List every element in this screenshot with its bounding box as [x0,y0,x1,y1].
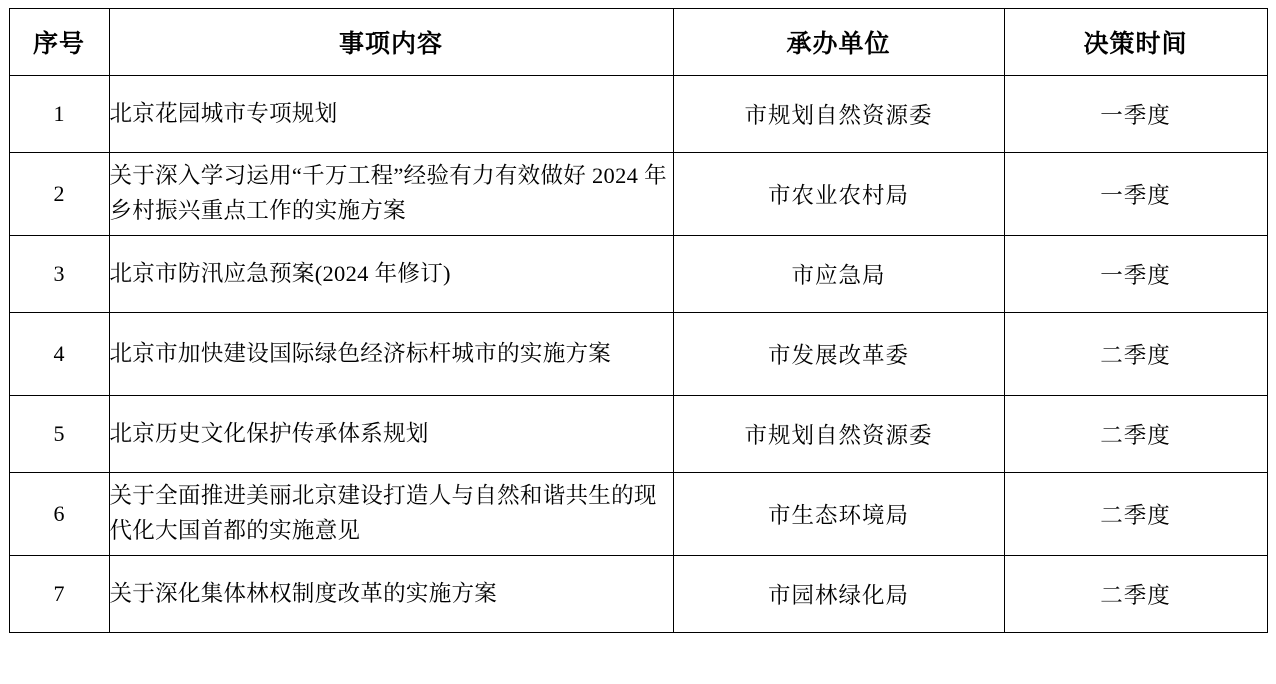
cell-index: 3 [9,236,109,313]
cell-time: 一季度 [1004,153,1267,236]
cell-index: 2 [9,153,109,236]
decision-items-table [9,8,1268,633]
table-header-row [9,9,1267,76]
table-body [9,76,1267,633]
cell-index: 4 [9,313,109,396]
cell-matter: 北京市加快建设国际绿色经济标杆城市的实施方案 [109,313,673,396]
cell-matter: 关于全面推进美丽北京建设打造人与自然和谐共生的现代化大国首都的实施意见 [109,473,673,556]
table-row [9,313,1267,396]
table-header [9,9,1267,76]
table-row [9,236,1267,313]
column-header-unit: 承办单位 [673,9,1004,76]
cell-index: 5 [9,396,109,473]
cell-index: 1 [9,76,109,153]
table-row [9,396,1267,473]
cell-matter: 关于深入学习运用“千万工程”经验有力有效做好 2024 年乡村振兴重点工作的实施方案 [109,153,673,236]
cell-time: 二季度 [1004,473,1267,556]
cell-matter: 北京花园城市专项规划 [109,76,673,153]
cell-time: 二季度 [1004,313,1267,396]
cell-time: 一季度 [1004,236,1267,313]
cell-unit: 市生态环境局 [673,473,1004,556]
cell-matter: 北京历史文化保护传承体系规划 [109,396,673,473]
table-row [9,556,1267,633]
cell-matter: 北京市防汛应急预案(2024 年修订) [109,236,673,313]
cell-time: 二季度 [1004,396,1267,473]
cell-index: 6 [9,473,109,556]
cell-time: 二季度 [1004,556,1267,633]
cell-unit: 市规划自然资源委 [673,396,1004,473]
cell-unit: 市应急局 [673,236,1004,313]
cell-index: 7 [9,556,109,633]
cell-unit: 市发展改革委 [673,313,1004,396]
column-header-matter: 事项内容 [109,9,673,76]
column-header-time: 决策时间 [1004,9,1267,76]
cell-unit: 市规划自然资源委 [673,76,1004,153]
cell-matter: 关于深化集体林权制度改革的实施方案 [109,556,673,633]
table-row [9,153,1267,236]
cell-unit: 市农业农村局 [673,153,1004,236]
cell-unit: 市园林绿化局 [673,556,1004,633]
table-row [9,473,1267,556]
column-header-index: 序号 [9,9,109,76]
cell-time: 一季度 [1004,76,1267,153]
table-row [9,76,1267,153]
